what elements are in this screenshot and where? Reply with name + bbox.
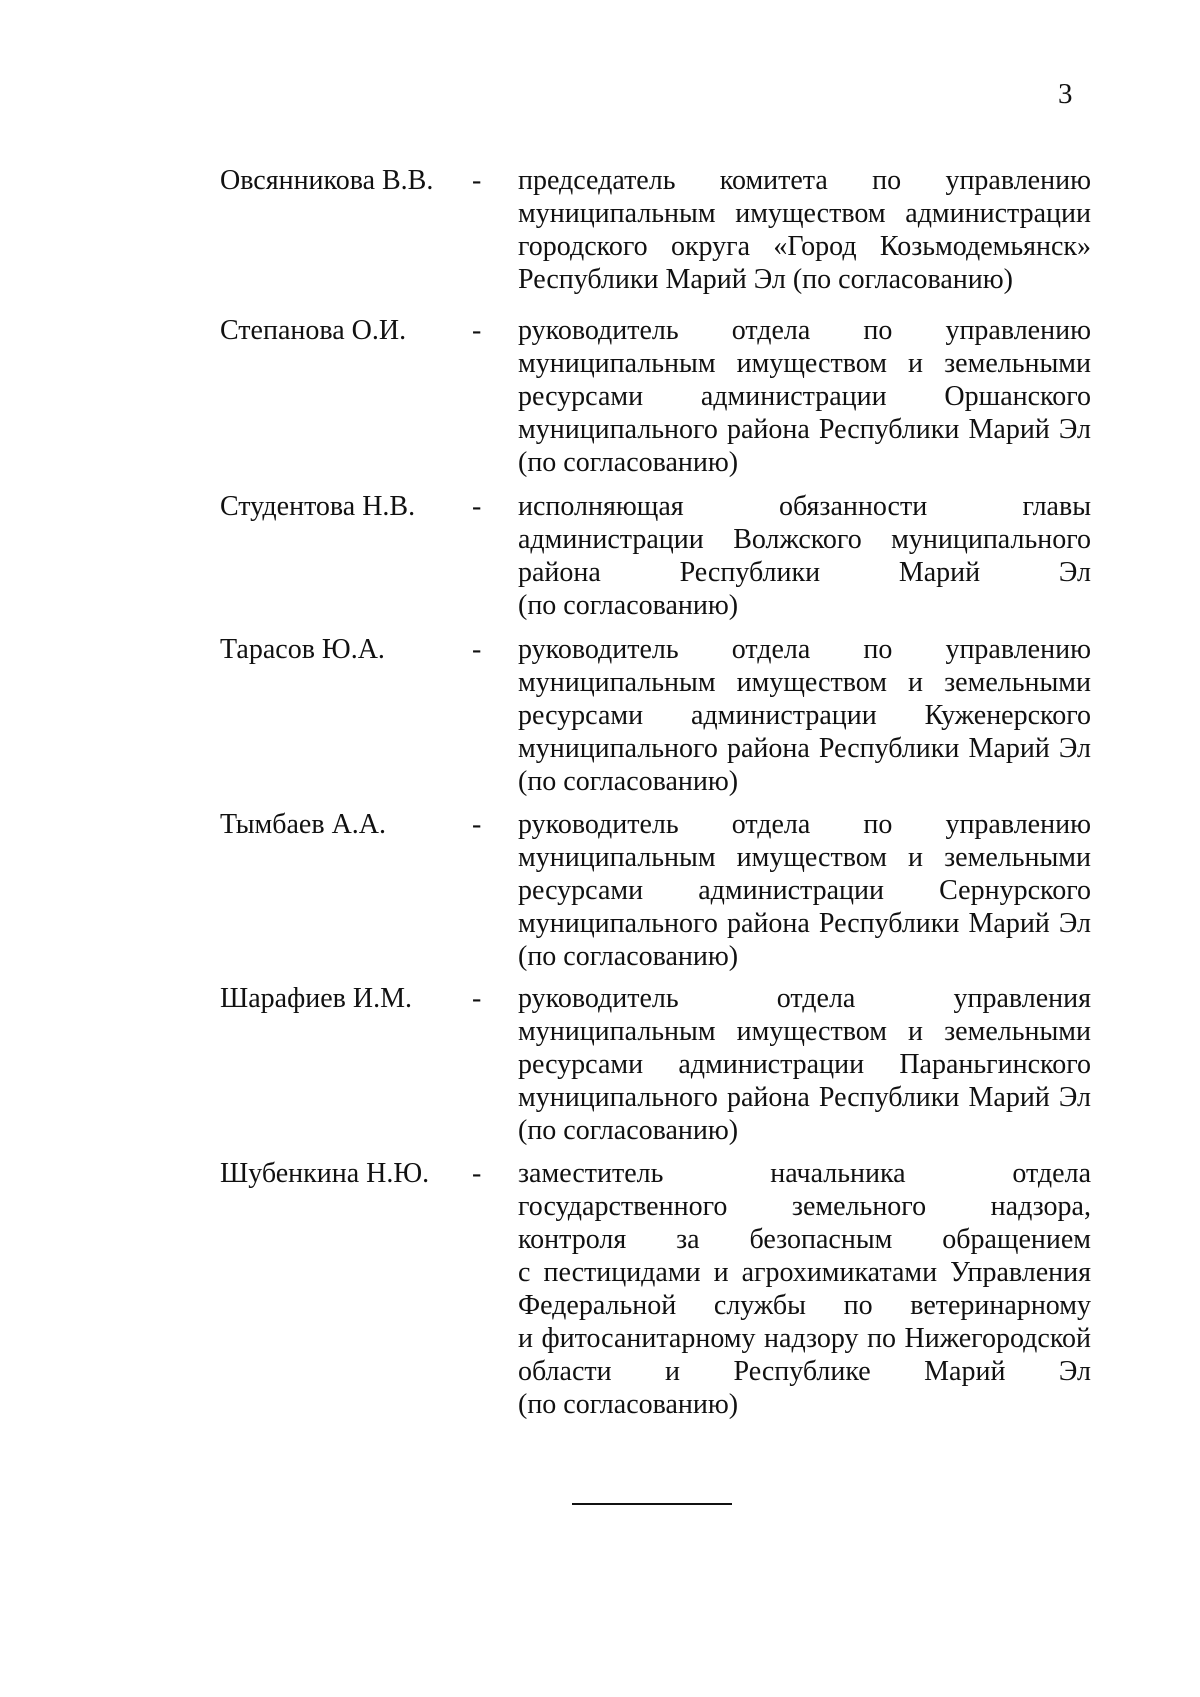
dash-separator: - [472,315,482,346]
dash-separator: - [472,491,482,522]
position-line: с пестицидами и агрохимикатами Управления [518,1257,1091,1288]
position-line: муниципального района Республики Марий Эл [518,1082,1091,1113]
position-line: государственного земельного надзора, [518,1191,1091,1222]
position-line: (по согласованию) [518,766,739,797]
position-line: руководитель отдела по управлению [518,809,1091,840]
member-position [518,633,1091,798]
member-name: Шарафиев И.М. [220,983,412,1014]
member-position [518,314,1091,479]
position-line: ресурсами администрации Куженерского [518,700,1091,731]
position-line: руководитель отдела по управлению [518,315,1091,346]
position-line: Республики Марий Эл (по согласованию) [518,264,1013,295]
position-line: Федеральной службы по ветеринарному [518,1290,1091,1321]
position-line: (по согласованию) [518,1389,739,1420]
position-line: (по согласованию) [518,447,739,478]
position-line: председатель комитета по управлению [518,165,1091,196]
position-line: муниципального района Республики Марий Эл [518,733,1091,764]
position-line: муниципальным имуществом и земельными [518,667,1091,698]
dash-separator: - [472,983,482,1014]
position-line: контроля за безопасным обращением [518,1224,1091,1255]
position-line: администрации Волжского муниципального [518,524,1091,555]
member-position [518,164,1091,296]
position-line: муниципальным имуществом и земельными [518,1016,1091,1047]
position-line: района Республики Марий Эл [518,557,1091,588]
position-line: области и Республике Марий Эл [518,1356,1091,1387]
member-name: Тарасов Ю.А. [220,634,385,665]
member-position [518,982,1091,1147]
dash-separator: - [472,1158,482,1189]
position-line: ресурсами администрации Оршанского [518,381,1091,412]
dash-separator: - [472,165,482,196]
dash-separator: - [472,809,482,840]
position-line: заместитель начальника отдела [518,1158,1091,1189]
position-line: муниципальным имуществом и земельными [518,842,1091,873]
position-line: и фитосанитарному надзору по Нижегородской [518,1323,1091,1354]
member-name: Степанова О.И. [220,315,407,346]
position-line: ресурсами администрации Сернурского [518,875,1091,906]
member-name: Шубенкина Н.Ю. [220,1158,430,1189]
position-line: (по согласованию) [518,1115,739,1146]
position-line: городского округа «Город Козьмодемьянск» [518,231,1091,262]
closing-rule [572,1503,732,1505]
member-position [518,808,1091,973]
position-line: (по согласованию) [518,941,739,972]
position-line: муниципальным имуществом и земельными [518,348,1091,379]
position-line: руководитель отдела по управлению [518,634,1091,665]
member-name: Тымбаев А.А. [220,809,387,840]
position-line: (по согласованию) [518,590,739,621]
member-name: Овсянникова В.В. [220,165,434,196]
position-line: муниципального района Республики Марий Эл [518,908,1091,939]
member-position [518,1157,1091,1421]
dash-separator: - [472,634,482,665]
page-number: 3 [1058,78,1073,110]
position-line: муниципального района Республики Марий Эл [518,414,1091,445]
position-line: муниципальным имуществом администрации [518,198,1091,229]
position-line: ресурсами администрации Параньгинского [518,1049,1091,1080]
member-name: Студентова Н.В. [220,491,416,522]
member-position [518,490,1091,622]
position-line: руководитель отдела управления [518,983,1091,1014]
position-line: исполняющая обязанности главы [518,491,1091,522]
